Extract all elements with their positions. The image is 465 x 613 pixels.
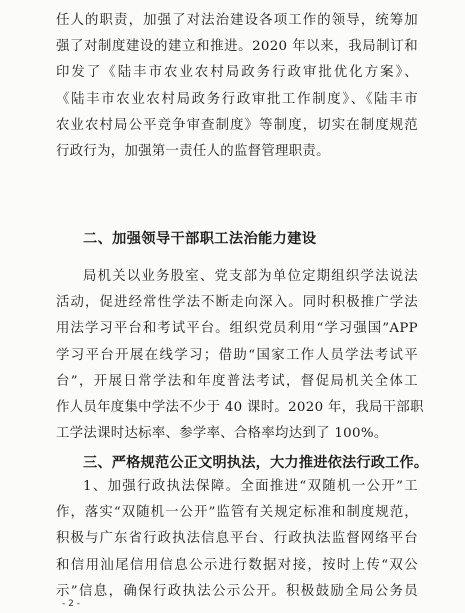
paragraph-2-line: 用法学习平台和考试平台。组织党员利用“学习强国”APP xyxy=(56,321,418,337)
paragraph-3 xyxy=(56,474,418,605)
paragraph-3-line: 作，落实“双随机一公开”监管有关规定标准和制度规范， xyxy=(56,505,418,521)
page-number: - 2 - xyxy=(62,599,80,609)
paragraph-3-line: 1、加强行政执法保障。全面推进“双随机一公开”工 xyxy=(83,479,418,494)
paragraph-1-line: 行政行为，加强第一责任人的监督管理职责。 xyxy=(56,143,330,159)
paragraph-2-line: 台”，开展日常学法和年度普法考试，督促局机关全体工 xyxy=(56,373,418,389)
section-heading-2: 二、加强领导干部职工法治能力建设 xyxy=(83,231,317,247)
paragraph-2-line: 工学法课时达标率、参学率、合格率均达到了 100%。 xyxy=(56,426,388,442)
paragraph-2-line: 作人员年度集中学法不少于 40 课时。2020 年，我局干部职 xyxy=(56,399,424,415)
paragraph-1-line: 《陆丰市农业农村局政务行政审批工作制度》、《陆丰市 xyxy=(56,91,418,107)
paragraph-2-line: 局机关以业务股室、党支部为单位定期组织学法说法 xyxy=(83,269,418,284)
paragraph-2-line: 活动，促进经常性学法不断走向深入。同时积极推广学法 xyxy=(56,295,418,311)
paragraph-1-line: 印发了《陆丰市农业农村局政务行政审批优化方案》、 xyxy=(56,65,418,81)
paragraph-2-line: 学习平台开展在线学习；借助“国家工作人员学法考试平 xyxy=(56,347,418,363)
paragraph-3-line: 积极与广东省行政执法信息平台、行政执法监督网络平台 xyxy=(56,531,418,547)
paragraph-1-line: 农业农村局公平竞争审查制度》等制度，切实在制度规范 xyxy=(56,117,418,133)
paragraph-3-line: 和信用汕尾信用信息公示进行数据对接，按时上传“双公 xyxy=(56,557,418,573)
paragraph-1-line: 任人的职责，加强了对法治建设各项工作的领导，统筹加 xyxy=(56,13,418,28)
paragraph-2 xyxy=(56,264,424,447)
paragraph-3-line: 示”信息，确保行政执法公示公开。积极鼓励全局公务员 xyxy=(56,583,418,599)
paragraph-1-line: 强了对制度建设的建立和推进。2020 年以来，我局制订和 xyxy=(56,39,418,55)
section-heading-3: 三、严格规范公正文明执法，大力推进依法行政工作。 xyxy=(83,455,429,471)
paragraph-1 xyxy=(56,8,418,165)
